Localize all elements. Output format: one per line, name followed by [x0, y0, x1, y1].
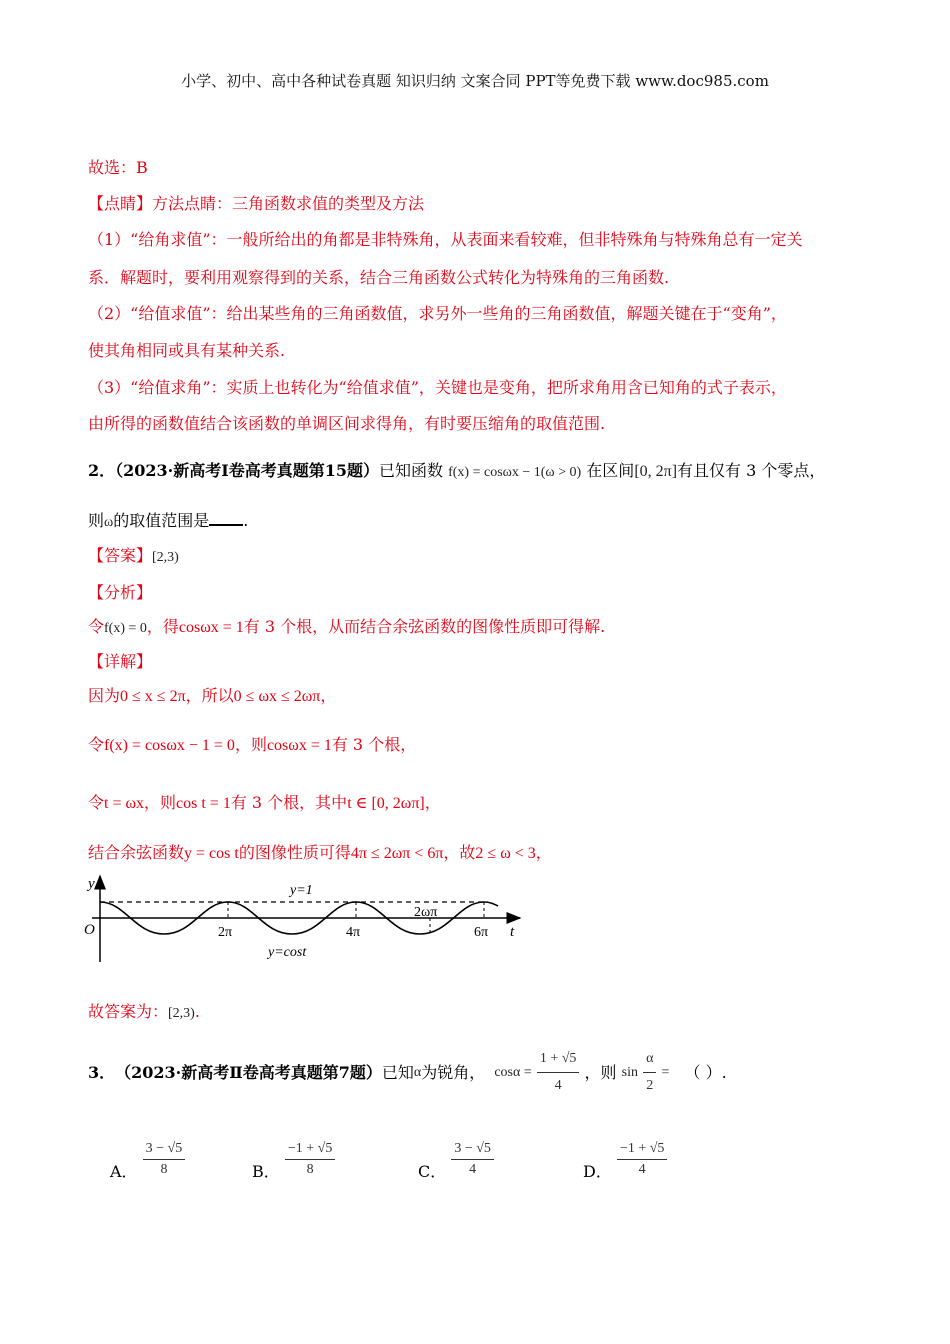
q3-cos-denominator: 4 — [554, 1078, 562, 1093]
option-d-numerator: −1 + √5 — [617, 1141, 667, 1160]
option-d-label: D． — [583, 1162, 612, 1181]
q3-sin-eq: = — [661, 1064, 670, 1080]
option-a[interactable] — [110, 1137, 185, 1182]
tick-label-6pi: 6π — [474, 925, 489, 940]
d2-a: 令 — [88, 735, 105, 754]
detail-line4 — [88, 842, 552, 865]
q2-answer-blank — [209, 510, 243, 526]
tip-p3-line1: （3）“给值求角”：实质上也转化为“给值求值”，关键也是变角，把所求角用含已知角的式子表示， — [88, 378, 787, 397]
tip-p1-line2: 系．解题时，要利用观察得到的关系，结合三角函数公式转化为特殊角的三角函数. — [88, 268, 670, 287]
q2-stem-c: 有且仅有 3 个零点， — [677, 461, 826, 480]
tip-p1-line1: （1）“给角求值”：一般所给出的角都是非特殊角，从表面来看较难，但非特殊角与特殊角总有一定关 — [88, 230, 803, 249]
q3-sin-fraction — [643, 1048, 656, 1097]
tip-title: 【点睛】方法点睛：三角函数求值的类型及方法 — [88, 194, 425, 213]
analysis-math2: cosωx = 1 — [178, 619, 244, 636]
option-c-numerator: 3 − √5 — [451, 1141, 494, 1160]
d3-d: ， — [424, 793, 441, 812]
option-a-numerator: 3 − √5 — [143, 1141, 186, 1160]
detail-label: 【详解】 — [88, 652, 153, 671]
d4-a: 结合余弦函数 — [88, 843, 185, 862]
analysis-b: ，得 — [146, 617, 179, 636]
q3-stem-d: （ ）. — [684, 1062, 727, 1082]
d4-math2: 4π ≤ 2ωπ < 6π — [350, 845, 444, 862]
d1-b: ，所以 — [185, 686, 234, 705]
d3-b: ，则 — [144, 793, 177, 812]
q3-source: （2023·新高考Ⅱ卷高考真题第7题） — [115, 1062, 382, 1082]
d3-c: 有 3 个根，其中 — [230, 793, 348, 812]
d1-math1: 0 ≤ x ≤ 2π — [120, 688, 186, 705]
final-a: 故答案为： — [88, 1002, 169, 1021]
d2-math1: f(x) = cosωx − 1 = 0 — [104, 737, 235, 754]
d3-math1: t = ωx — [104, 795, 145, 812]
option-b-fraction — [285, 1141, 335, 1178]
q3-number: 3． — [88, 1062, 116, 1082]
tick-label-2wpi: 2ωπ — [414, 905, 438, 920]
d4-b: 的图像性质可得 — [238, 843, 351, 862]
option-c-fraction — [451, 1141, 494, 1178]
analysis-a: 令 — [88, 617, 105, 636]
q3-stem-c: ，则 — [584, 1062, 617, 1082]
t-axis-label: t — [510, 924, 515, 940]
analysis-c: 有 3 个根，从而结合余弦函数的图像性质即可得解. — [243, 617, 606, 636]
q3-cos-numerator: 1 + √5 — [537, 1048, 580, 1073]
detail-line2 — [88, 734, 416, 757]
q2-stem-line2 — [88, 510, 248, 534]
d1-a: 因为 — [88, 686, 121, 705]
final-answer-line — [88, 1001, 200, 1025]
d3-math3: t ∈ [0, 2ωπ] — [347, 795, 425, 812]
origin-label: O — [84, 922, 95, 938]
option-a-fraction — [143, 1141, 186, 1178]
option-d-denominator: 4 — [638, 1162, 646, 1177]
q2-answer-line — [88, 545, 179, 569]
option-b[interactable] — [252, 1137, 335, 1182]
tip-p2-line2: 使其角相同或具有某种关系. — [88, 341, 286, 360]
q2-omega: ω — [104, 515, 114, 530]
option-c-label: C． — [418, 1162, 447, 1181]
option-b-numerator: −1 + √5 — [285, 1141, 335, 1160]
detail-line3 — [88, 792, 441, 815]
q2-stem-line1 — [88, 460, 825, 484]
q2-source: （2023·新高考Ⅰ卷高考真题第15题） — [115, 461, 379, 480]
q2-stem-a: 已知函数 — [379, 461, 444, 480]
d4-c: ，故 — [443, 843, 476, 862]
option-b-denominator: 8 — [306, 1162, 314, 1177]
final-b: . — [194, 1002, 200, 1021]
option-d-fraction — [617, 1141, 667, 1178]
q2-interval: [0, 2π] — [634, 463, 678, 480]
q2-stem-b: 在区间 — [586, 461, 635, 480]
d1-math2: 0 ≤ ωx ≤ 2ωπ — [233, 688, 321, 705]
q3-cos-fraction — [537, 1048, 580, 1097]
d4-math3: 2 ≤ ω < 3 — [475, 845, 536, 862]
answer-value: [2,3) — [152, 550, 179, 565]
q3-sin-denominator: 2 — [646, 1078, 654, 1093]
d1-c: ， — [320, 686, 337, 705]
q2-line2-a: 则 — [88, 511, 105, 530]
d4-math1: y = cos t — [184, 845, 239, 862]
q2-line2-b: 的取值范围是 — [113, 511, 210, 530]
option-a-denominator: 8 — [160, 1162, 168, 1177]
d3-a: 令 — [88, 793, 105, 812]
q3-sin-lhs: sin — [621, 1064, 638, 1080]
y-axis-label: y — [88, 876, 95, 892]
d2-b: ，则 — [234, 735, 267, 754]
analysis-label: 【分析】 — [88, 583, 153, 602]
final-math: [2,3) — [168, 1006, 195, 1021]
q2-line2-c: . — [243, 511, 249, 530]
curve-label: y=cost — [268, 945, 307, 960]
q3-stem-a: 已知 — [381, 1062, 414, 1082]
d3-math2: cos t = 1 — [176, 795, 231, 812]
page-header: 小学、初中、高中各种试卷真题 知识归纳 文案合同 PPT等免费下载 www.doc985.com — [181, 72, 769, 90]
option-d[interactable] — [583, 1137, 667, 1182]
detail-line1 — [88, 685, 336, 708]
option-b-label: B． — [252, 1162, 280, 1181]
tick-label-2pi: 2π — [218, 925, 233, 940]
q1-answer-line: 故选：B — [88, 158, 148, 177]
q2-function: f(x) = cosωx − 1(ω > 0) — [448, 465, 582, 480]
d2-c: 有 3 个根， — [331, 735, 417, 754]
answer-label: 【答案】 — [88, 546, 153, 565]
y-equals-1-label: y=1 — [290, 883, 313, 898]
tip-p3-line2: 由所得的函数值结合该函数的单调区间求得角，有时要压缩角的取值范围. — [88, 414, 606, 433]
analysis-math1: f(x) = 0 — [104, 621, 147, 636]
d2-math2: cosωx = 1 — [266, 737, 332, 754]
option-c-denominator: 4 — [469, 1162, 477, 1177]
cosine-graph — [80, 872, 540, 967]
option-c[interactable] — [418, 1137, 494, 1182]
q3-alpha: α — [413, 1064, 422, 1080]
q3-cos-lhs: cosα = — [494, 1064, 532, 1080]
d4-d: ， — [535, 843, 552, 862]
q3-sin-numerator: α — [643, 1048, 656, 1073]
q3-stem — [88, 1048, 727, 1097]
q3-stem-b: 为锐角， — [421, 1062, 486, 1082]
tick-label-4pi: 4π — [346, 925, 361, 940]
option-a-label: A． — [110, 1162, 138, 1181]
analysis-line — [88, 616, 605, 640]
tip-p2-line1: （2）“给值求值”：给出某些角的三角函数值，求另外一些角的三角函数值，解题关键在于“变角”， — [88, 304, 787, 323]
q2-number: 2． — [88, 461, 116, 480]
